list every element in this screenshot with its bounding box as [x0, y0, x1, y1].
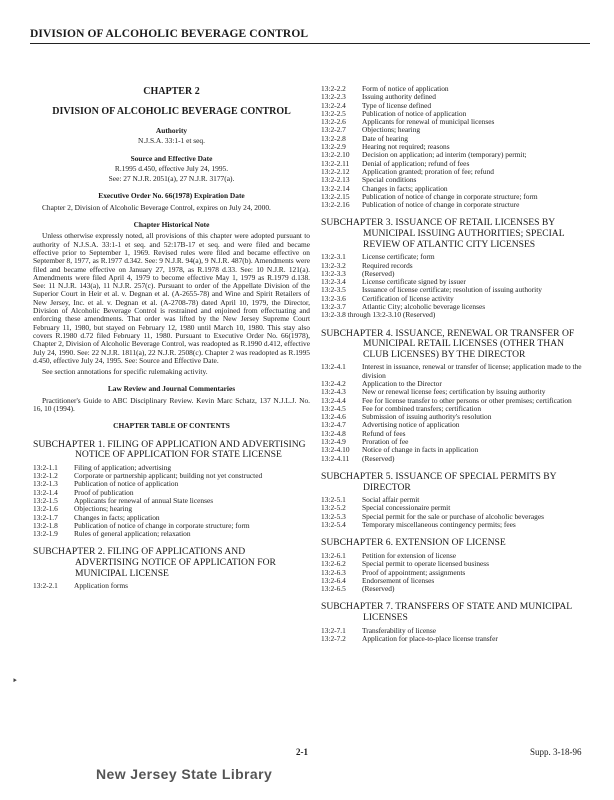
section-number: 13:2-1.1: [33, 462, 58, 472]
page-number: 2-1: [296, 747, 308, 757]
section-title: Publication of notice of change in corporate structure; form: [362, 191, 538, 201]
section-title: Publication of notice of application: [74, 479, 179, 489]
subchapter-2-sections: [33, 582, 310, 590]
section-title: Interest in issuance, renewal or transfer of license; application made to the division: [362, 362, 582, 380]
section-number: 13:2-2.16: [321, 200, 350, 210]
section-number: 13:2-2.11: [321, 158, 350, 168]
subchapter-2-sections-continued: [321, 85, 591, 209]
section-number: 13:2-2.2: [321, 84, 346, 93]
executive-order-text: Chapter 2, Division of Alcoholic Beverage Control, expires on July 24, 2000.: [42, 202, 271, 212]
section-number: 13:2-6.3: [321, 567, 346, 577]
section-title: Form of notice of application: [362, 84, 449, 93]
authority-text: N.J.S.A. 33:1-1 et seq.: [138, 136, 205, 146]
section-number: 13:2-1.3: [33, 479, 58, 489]
subchapter-6-title: SUBCHAPTER 6. EXTENSION OF LICENSE: [321, 537, 506, 549]
subchapter-1-title: SUBCHAPTER 1. FILING OF APPLICATION AND ADVERTISING NOTICE OF APPLICATION FOR STATE LICENSE: [33, 438, 306, 461]
section-number: 13:2-2.3: [321, 92, 346, 102]
section-title: Filing of application; advertising: [74, 462, 172, 472]
section-number: 13:2-2.6: [321, 117, 346, 127]
right-column: [321, 82, 591, 643]
section-title: Objections; hearing: [362, 125, 421, 135]
section-number: 13:2-1.5: [33, 495, 58, 505]
left-column: [33, 82, 310, 591]
section-title: Notice of change in facts in application: [362, 445, 479, 455]
section-title: Proof of appointment; assignments: [362, 567, 466, 577]
section-title: Application for place-to-place license transfer: [362, 633, 498, 643]
section-number: 13:2-4.3: [321, 387, 346, 397]
section-number: 13:2-2.14: [321, 183, 350, 193]
section-number: 13:2-4.1: [321, 362, 346, 372]
library-stamp: New Jersey State Library: [96, 766, 273, 782]
section-number: 13:2-2.12: [321, 166, 350, 176]
section-title: Changes in facts; application: [362, 183, 448, 193]
section-number: 13:2-3.2: [321, 260, 346, 270]
section-title: Objections; hearing: [74, 504, 133, 514]
section-number: 13:2-1.6: [33, 504, 58, 514]
historical-note-heading: Chapter Historical Note: [133, 220, 210, 230]
section-number: 13:2-4.8: [321, 428, 346, 438]
section-number: 13:2-6.5: [321, 584, 346, 594]
section-title: Denial of application; refund of fees: [362, 158, 470, 168]
section-title: Required records: [362, 260, 413, 270]
section-title: Transferability of license: [362, 625, 437, 635]
section-title: Applicants for renewal of municipal licenses: [362, 117, 495, 127]
section-title: Proof of publication: [74, 487, 134, 497]
section-number: 13:2-2.13: [321, 175, 350, 185]
section-title: Publication of notice of change in corporate structure: [362, 200, 520, 210]
toc-section-row: [321, 201, 591, 209]
subchapter-3-title: SUBCHAPTER 3. ISSUANCE OF RETAIL LICENSES BY MUNICIPAL ISSUING AUTHORITIES; SPECIAL REVIEW OF ATLANTIC CITY LICENSES: [321, 217, 565, 250]
section-number: 13:2-5.4: [321, 520, 346, 530]
section-number: 13:2-2.15: [321, 191, 350, 201]
toc-section-row: [321, 585, 591, 593]
section-title: (Reserved): [362, 453, 395, 463]
section-title: License certificate signed by issuer: [362, 277, 466, 287]
section-title: Proration of fee: [362, 437, 409, 447]
subchapter-7-sections: [321, 627, 591, 644]
section-title: Special concessionaire permit: [362, 503, 451, 513]
section-number: 13:2-3.4: [321, 277, 346, 287]
section-title: Certification of license activity: [362, 293, 454, 303]
source-line-1: R.1995 d.450, effective July 24, 1995.: [114, 163, 229, 173]
section-number: 13:2-5.1: [321, 495, 346, 505]
section-title: Applicants for renewal of annual State licenses: [74, 495, 214, 505]
section-number: 13:2-6.2: [321, 559, 346, 569]
section-title: Advertising notice of application: [362, 420, 460, 430]
toc-section-row: [321, 521, 591, 529]
section-number: 13:2-2.7: [321, 125, 346, 135]
historical-note-text: Unless otherwise expressly noted, all provisions of this chapter were adopted pursuant to authority of N.J.S.A. 33:1-1 et seq. and 52:17B-17 et seq. and were filed and became effective prior to September 1, 1969. Revised rules were filed and became effective on September 8, 1977, as R.1977 d.342. See: 9 N.J.R. 94(a), 9 N.J.R. 487(b). Amendments were filed and became effective on January 27, 1978, as R.1978 d.33. See: 10 N.J.R. 121(a). Amendments were filed April 4, 1979 to become effective May 1, 1979 as R.1979 d.138. See: 11 N.J.R. 143(a), 11 N.J.R. 257(c). Pursuant to order of the Appellate Division of the Superior Court in Heir et al. v. Degnan et al. (A-2655-78) and Wine and Spirit Retailers of New Jersey, Inc. et al. v. Degnan et al. (A-2708-78) dated April 10, 1979, the Director, Division of Alcoholic Beverage Control is restrained and enjoined from effectuating and enforcing these amendments. That order was lifted by the New Jersey Supreme Court February 11, 1980, but stayed on February 12, 1980 until March 10, 1980. This stay also covers R.1980 d.72 filed February 11, 1980. Pursuant to Executive Order No. 66(1978), Chapter 2, Division of Alcoholic Beverage Control, was readopted as R.1990 d.412, effective July 24, 1990. See: 22 N.J.R. 1811(a), 22 N.J.R. 2508(c). Chapter 2 was readopted as R.1995 d.450, effective July 24, 1995. See: Source and Effective Date.: [33, 231, 310, 365]
section-title: Endorsement of licenses: [362, 575, 435, 585]
section-number: 13:2-2.8: [321, 133, 346, 143]
section-number: 13:2-2.1: [33, 581, 58, 591]
section-title: Special permit for the sale or purchase of alcoholic beverages: [362, 511, 545, 521]
section-number: 13:2-3.6: [321, 293, 346, 303]
subchapter-4-title: SUBCHAPTER 4. ISSUANCE, RENEWAL OR TRANSFER OF MUNICIPAL RETAIL LICENSES (OTHER THAN CLUB LICENSES) BY THE DIRECTOR: [321, 327, 575, 360]
section-title: Rules of general application; relaxation: [74, 529, 191, 539]
section-number: 13:2-4.2: [321, 378, 346, 388]
section-title: Special conditions: [362, 175, 417, 185]
section-title: Atlantic City; alcoholic beverage licenses: [362, 302, 486, 312]
law-review-heading: Law Review and Journal Commentaries: [107, 384, 236, 394]
section-title: Refund of fees: [362, 428, 406, 438]
section-number: 13:2-2.5: [321, 108, 346, 118]
section-number: 13:2-4.6: [321, 412, 346, 422]
section-title: Decision on application; ad interim (temporary) permit;: [362, 150, 527, 160]
toc-section-row: [321, 363, 591, 380]
subchapter-7-title: SUBCHAPTER 7. TRANSFERS OF STATE AND MUNICIPAL LICENSES: [321, 601, 572, 623]
running-head: DIVISION OF ALCOHOLIC BEVERAGE CONTROL: [30, 28, 590, 44]
executive-order-heading: Executive Order No. 66(1978) Expiration Date: [98, 191, 245, 201]
toc-section-row: [33, 582, 310, 590]
section-title: Fee for license transfer to other persons or other premises; certification: [362, 395, 572, 405]
subchapter-6-sections: [321, 552, 591, 593]
section-number: 13:2-4.10: [321, 445, 350, 455]
section-number: 13:2-5.2: [321, 503, 346, 513]
supplement-date: Supp. 3-18-96: [530, 747, 582, 757]
chapter-number: CHAPTER 2: [143, 86, 200, 97]
toc-section-row: [321, 635, 591, 643]
section-number: 13:2-1.4: [33, 487, 58, 497]
section-number: 13:2-4.9: [321, 437, 346, 447]
section-title: Social affair permit: [362, 495, 420, 505]
subchapter-3-reserved-range: 13:2-3.8 through 13:2-3.10 (Reserved): [321, 310, 436, 320]
section-title: Publication of notice of application: [362, 108, 467, 118]
section-number: 13:2-2.9: [321, 142, 346, 152]
section-number: 13:2-3.1: [321, 252, 346, 262]
subchapter-1-sections: [33, 464, 310, 539]
section-number: 13:2-1.7: [33, 512, 58, 522]
section-title: Petition for extension of license: [362, 550, 457, 560]
section-number: 13:2-3.5: [321, 285, 346, 295]
source-heading: Source and Effective Date: [130, 153, 213, 163]
section-title: New or renewal license fees; certification by issuing authority: [362, 387, 546, 397]
section-number: 13:2-4.11: [321, 453, 350, 463]
section-number: 13:2-1.2: [33, 471, 58, 481]
margin-mark: ‣: [12, 676, 18, 687]
section-title: Type of license defined: [362, 100, 432, 110]
section-title: Corporate or partnership applicant; building not yet constructed: [74, 471, 263, 481]
section-title: Changes in facts; application: [74, 512, 160, 522]
section-number: 13:2-4.4: [321, 395, 346, 405]
section-number: 13:2-2.10: [321, 150, 350, 160]
subchapter-4-sections: [321, 363, 591, 463]
subchapter-2-title: SUBCHAPTER 2. FILING OF APPLICATIONS AND ADVERTISING NOTICE OF APPLICATION FOR MUNICIPAL LICENSE: [33, 546, 276, 579]
see-section-note: See section annotations for specific rulemaking activity.: [42, 367, 208, 377]
chapter-title: DIVISION OF ALCOHOLIC BEVERAGE CONTROL: [52, 106, 291, 117]
section-title: Publication of notice of change in corporate structure; form: [74, 520, 250, 530]
toc-section-row: [33, 530, 310, 538]
section-title: Application forms: [74, 581, 128, 591]
law-review-text: Practitioner's Guide to ABC Disciplinary Review. Kevin Marc Schatz, 137 N.J.L.J. No. 16, 10 (1994).: [33, 395, 310, 414]
subchapter-5-sections: [321, 496, 591, 529]
section-title: Submission of issuing authority's resolution: [362, 412, 492, 422]
section-title: Date of hearing: [362, 133, 408, 143]
section-title: Issuing authority defined: [362, 92, 436, 102]
section-title: License certificate; form: [362, 252, 435, 262]
section-title: Issuance of license certificate; resolution of issuing authority: [362, 285, 542, 295]
section-number: 13:2-4.7: [321, 420, 346, 430]
section-title: Special permit to operate licensed business: [362, 559, 490, 569]
source-line-2: See: 27 N.J.R. 2051(a), 27 N.J.R. 3177(a).: [108, 174, 235, 184]
section-number: 13:2-6.4: [321, 575, 346, 585]
section-number: 13:2-2.4: [321, 100, 346, 110]
section-title: Hearing not required; reasons: [362, 142, 450, 152]
toc-heading: CHAPTER TABLE OF CONTENTS: [113, 421, 230, 431]
section-title: Fee for combined transfers; certification: [362, 403, 482, 413]
authority-heading: Authority: [155, 126, 188, 135]
section-number: 13:2-7.1: [321, 625, 346, 635]
section-title: (Reserved): [362, 268, 395, 278]
section-title: Temporary miscellaneous contingency permits; fees: [362, 520, 516, 530]
section-number: 13:2-3.7: [321, 302, 346, 312]
section-number: 13:2-1.9: [33, 529, 58, 539]
section-number: 13:2-3.3: [321, 268, 346, 278]
section-number: 13:2-1.8: [33, 520, 58, 530]
section-title: Application granted; proration of fee; refund: [362, 166, 494, 176]
section-title: (Reserved): [362, 584, 395, 594]
section-number: 13:2-4.5: [321, 403, 346, 413]
toc-section-row: [321, 455, 591, 463]
section-title: Application to the Director: [362, 378, 442, 388]
section-number: 13:2-6.1: [321, 550, 346, 560]
subchapter-3-sections: [321, 253, 591, 311]
subchapter-5-title: SUBCHAPTER 5. ISSUANCE OF SPECIAL PERMITS BY DIRECTOR: [321, 470, 557, 493]
section-number: 13:2-7.2: [321, 633, 346, 643]
section-number: 13:2-5.3: [321, 511, 346, 521]
